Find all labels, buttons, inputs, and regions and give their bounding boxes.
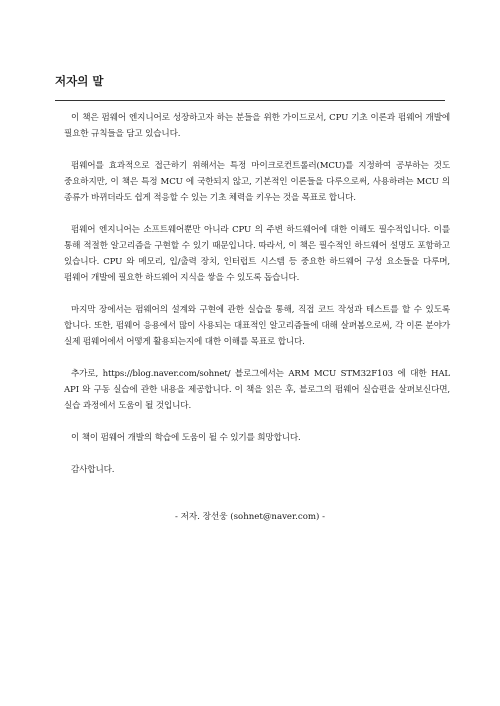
paragraph-hope: 이 책이 펌웨어 개발의 학습에 도움이 될 수 있기를 희망합니다. <box>71 433 301 443</box>
paragraph-intro: 이 책은 펌웨어 엔지니어로 성장하고자 하는 분들을 위한 가이드로서, CPU 기초 이론과 펌웨어 개발에 필요한 규칙들을 담고 있습니다. <box>64 113 450 139</box>
paragraph-blog: 추가로, https://blog.naver.com/sohnet/ 블로그에서는 ARM MCU STM32F103 에 대한 HAL API 와 구동 실습에 관한 내용을 제공합니다. 이 책을 읽은 후, 블로그의 펌웨어 실습편을 살펴보신다면, 실습 과정에서 도움이 될 것입니다. <box>64 369 450 411</box>
paragraph-practice: 마지막 장에서는 펌웨어의 설계와 구현에 관한 실습을 통해, 직접 코드 작성과 테스트를 할 수 있도록 합니다. 또한, 펌웨어 응용에서 많이 사용되는 대표적인 알고리즘들에 대해 살펴봄으로써, 각 이론 분야가 실제 펌웨어에서 어떻게 활용되는지에 대한 이해를 목표로 합니다. <box>64 305 450 347</box>
title-divider <box>55 100 445 101</box>
paragraph-hardware: 펌웨어 엔지니어는 소프트웨어뿐만 아니라 CPU 의 주변 하드웨어에 대한 이해도 필수적입니다. 이를 통해 적절한 알고리즘을 구현할 수 있기 때문입니다. 따라서, 이 책은 필수적인 하드웨어 설명도 포함하고 있습니다. CPU 와 메모리, 입/출력 장치, 인터럽트 시스템 등 중요한 하드웨어 구성 요소들을 다루며, 펌웨어 개발에 필요한 하드웨어 지식을 쌓을 수 있도록 돕습니다. <box>64 225 450 283</box>
preface-body <box>64 110 450 494</box>
paragraph-approach: 펌웨어를 효과적으로 접근하기 위해서는 특정 마이크로컨트롤러(MCU)를 지정하여 공부하는 것도 중요하지만, 이 책은 특정 MCU 에 국한되지 않고, 기본적인 이론들을 다루으로써, 사용하려는 MCU 의 종류가 바뀌더라도 쉽게 적응할 수 있는 기초 체력을 키우는 것을 목표로 합니다. <box>64 161 450 203</box>
author-signature: - 저자. 장선웅 (sohnet@naver.com) - <box>174 512 326 522</box>
page-title: 저자의 말 <box>55 74 104 88</box>
paragraph-thanks: 감사합니다. <box>71 465 115 475</box>
